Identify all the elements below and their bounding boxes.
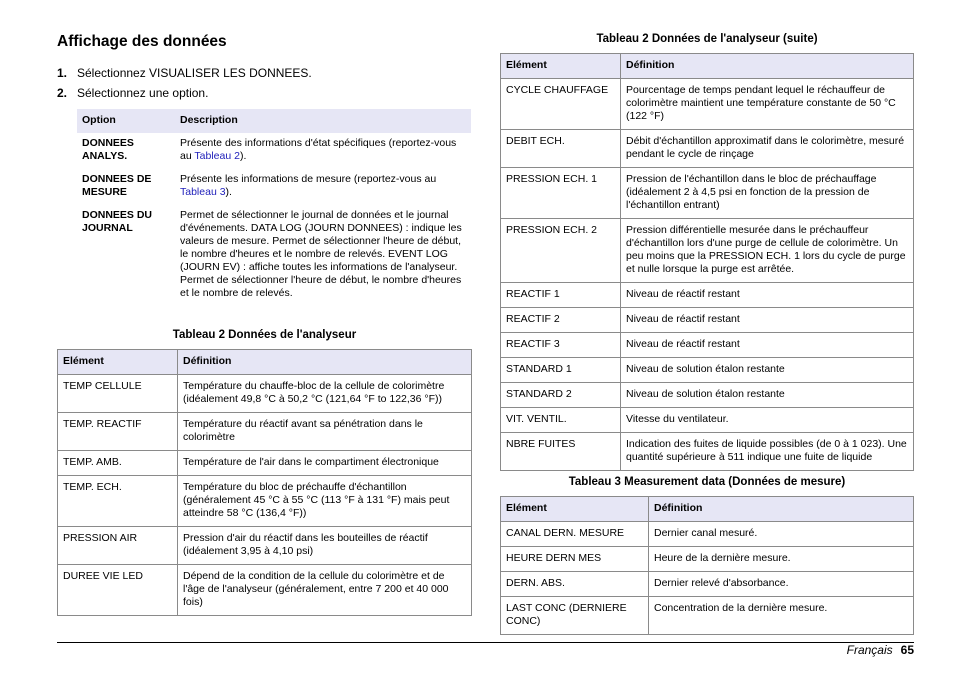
element-cell: TEMP. ECH.: [58, 476, 178, 527]
table-row: [501, 333, 914, 358]
step-1: [57, 66, 312, 80]
definition-cell: Dernier canal mesuré.: [649, 522, 914, 547]
definition-cell: Niveau de réactif restant: [621, 308, 914, 333]
option-description: Présente des informations d'état spécifiques (reportez-vous au Tableau 2).: [180, 137, 457, 162]
definition-cell: Niveau de solution étalon restante: [621, 383, 914, 408]
table-row: [501, 572, 914, 597]
column-header: Elément: [501, 54, 621, 79]
element-cell: DERN. ABS.: [501, 572, 649, 597]
table-row: [77, 133, 471, 169]
element-cell: STANDARD 2: [501, 383, 621, 408]
table-row: [501, 547, 914, 572]
table3: [500, 496, 914, 635]
table-row: [501, 308, 914, 333]
option-description: Présente les informations de mesure (reportez-vous au Tableau 3).: [180, 173, 437, 198]
element-cell: TEMP. REACTIF: [58, 413, 178, 451]
definition-cell: Débit d'échantillon approximatif dans le colorimètre, mesuré pendant le cycle de rinçage: [621, 130, 914, 168]
table-row: [501, 433, 914, 471]
column-header: Elément: [58, 350, 178, 375]
definition-cell: Température de l'air dans le compartiment électronique: [178, 451, 472, 476]
element-cell: PRESSION ECH. 2: [501, 219, 621, 283]
element-cell: LAST CONC (DERNIERE CONC): [501, 597, 649, 635]
page-footer: [847, 643, 914, 657]
table-row: [501, 408, 914, 433]
table-row: [58, 375, 472, 413]
table-row: [58, 451, 472, 476]
element-cell: REACTIF 2: [501, 308, 621, 333]
definition-cell: Dernier relevé d'absorbance.: [649, 572, 914, 597]
definition-cell: Niveau de réactif restant: [621, 283, 914, 308]
definition-cell: Température du réactif avant sa pénétration dans le colorimètre: [178, 413, 472, 451]
definition-cell: Pression de l'échantillon dans le bloc de préchauffage (idéalement 2 à 4,5 psi en fonction de la pression de l'échantillon entrant): [621, 168, 914, 219]
table2-cont-caption: Tableau 2 Données de l'analyseur (suite): [596, 33, 818, 45]
footer-language: Français: [846, 643, 893, 657]
option-name: DONNEES ANALYS.: [82, 137, 134, 162]
table-row: [501, 358, 914, 383]
table3-caption: Tableau 3 Measurement data (Données de mesure): [568, 476, 846, 488]
element-cell: VIT. VENTIL.: [501, 408, 621, 433]
option-name: DONNEES DE MESURE: [82, 173, 152, 198]
definition-cell: Heure de la dernière mesure.: [649, 547, 914, 572]
step-number: 2.: [57, 86, 68, 100]
element-cell: PRESSION AIR: [58, 527, 178, 565]
column-header: Définition: [649, 497, 914, 522]
definition-cell: Concentration de la dernière mesure.: [649, 597, 914, 635]
element-cell: CANAL DERN. MESURE: [501, 522, 649, 547]
table-row: [58, 565, 472, 616]
table-header-row: [501, 54, 914, 79]
definition-cell: Température du bloc de préchauffe d'échantillon (généralement 45 °C à 55 °C (113 °F à 131 °F) mais peut atteindre 58 °C (136,4 °F)): [178, 476, 472, 527]
table2-continued: [500, 53, 914, 471]
element-cell: NBRE FUITES: [501, 433, 621, 471]
element-cell: DUREE VIE LED: [58, 565, 178, 616]
column-header: Elément: [501, 497, 649, 522]
table-row: [501, 283, 914, 308]
column-header: Description: [175, 109, 471, 133]
option-description: Permet de sélectionner le journal de données et le journal d'événements. DATA LOG (JOURN DONNEES) : indique les valeurs de mesure. Permet de sélectionner l'heure de début, le nombre d'heures et le nombre de relevés. EVENT LOG (JOURN EV) : affiche toutes les informations de l'analyseur. Permet de sélectionner l'heure de début, le nombre d'heures et le nombre de relevés.: [180, 209, 462, 299]
table-row: [77, 169, 471, 205]
table-row: [501, 168, 914, 219]
definition-cell: Vitesse du ventilateur.: [621, 408, 914, 433]
element-cell: CYCLE CHAUFFAGE: [501, 79, 621, 130]
element-cell: TEMP. AMB.: [58, 451, 178, 476]
step-2: [57, 86, 208, 100]
step-number: 1.: [57, 66, 68, 80]
element-cell: DEBIT ECH.: [501, 130, 621, 168]
column-header: Option: [77, 109, 175, 133]
table-row: [58, 527, 472, 565]
column-header: Définition: [621, 54, 914, 79]
table-row: [501, 79, 914, 130]
element-cell: PRESSION ECH. 1: [501, 168, 621, 219]
definition-cell: Pression d'air du réactif dans les bouteilles de réactif (idéalement 3,95 à 4,10 psi): [178, 527, 472, 565]
table-link[interactable]: Tableau 2: [194, 150, 240, 162]
definition-cell: Pourcentage de temps pendant lequel le réchauffeur de colorimètre maintient une température constante de 50 °C (122 °F): [621, 79, 914, 130]
table-row: [58, 413, 472, 451]
table-row: [501, 219, 914, 283]
definition-cell: Température du chauffe-bloc de la cellule de colorimètre (idéalement 49,8 °C à 50,2 °C (121,64 °F to 122,36 °F)): [178, 375, 472, 413]
options-table: [77, 109, 471, 306]
column-header: Définition: [178, 350, 472, 375]
table-header-row: [58, 350, 472, 375]
table-row: [58, 476, 472, 527]
page-number: 65: [900, 643, 914, 657]
element-cell: STANDARD 1: [501, 358, 621, 383]
table-row: [77, 205, 471, 306]
element-cell: HEURE DERN MES: [501, 547, 649, 572]
table-header-row: [77, 109, 471, 133]
step-text: Sélectionnez une option.: [77, 86, 209, 100]
table2: [57, 349, 472, 616]
table2-caption: Tableau 2 Données de l'analyseur: [172, 329, 357, 341]
table-link[interactable]: Tableau 3: [180, 186, 226, 198]
table-header-row: [501, 497, 914, 522]
element-cell: REACTIF 1: [501, 283, 621, 308]
table-row: [501, 130, 914, 168]
footer-divider: [57, 642, 914, 643]
element-cell: REACTIF 3: [501, 333, 621, 358]
definition-cell: Dépend de la condition de la cellule du colorimètre et de l'âge de l'analyseur (généralement, entre 7 200 et 40 000 fois): [178, 565, 472, 616]
definition-cell: Indication des fuites de liquide possibles (de 0 à 1 023). Une quantité supérieure à 511 indique une fuite de liquide: [621, 433, 914, 471]
element-cell: TEMP CELLULE: [58, 375, 178, 413]
definition-cell: Niveau de solution étalon restante: [621, 358, 914, 383]
table-row: [501, 522, 914, 547]
section-heading: Affichage des données: [57, 33, 227, 50]
definition-cell: Niveau de réactif restant: [621, 333, 914, 358]
table-row: [501, 383, 914, 408]
step-text: Sélectionnez VISUALISER LES DONNEES.: [77, 66, 312, 80]
definition-cell: Pression différentielle mesurée dans le préchauffeur d'échantillon lors d'une purge de cellule de colorimètre. Un peu moins que la PRESSION ECH. 1 lors du cycle de purge et nulle lorsque la purge est arrêtée.: [621, 219, 914, 283]
option-name: DONNEES DU JOURNAL: [82, 209, 153, 234]
table-row: [501, 597, 914, 635]
